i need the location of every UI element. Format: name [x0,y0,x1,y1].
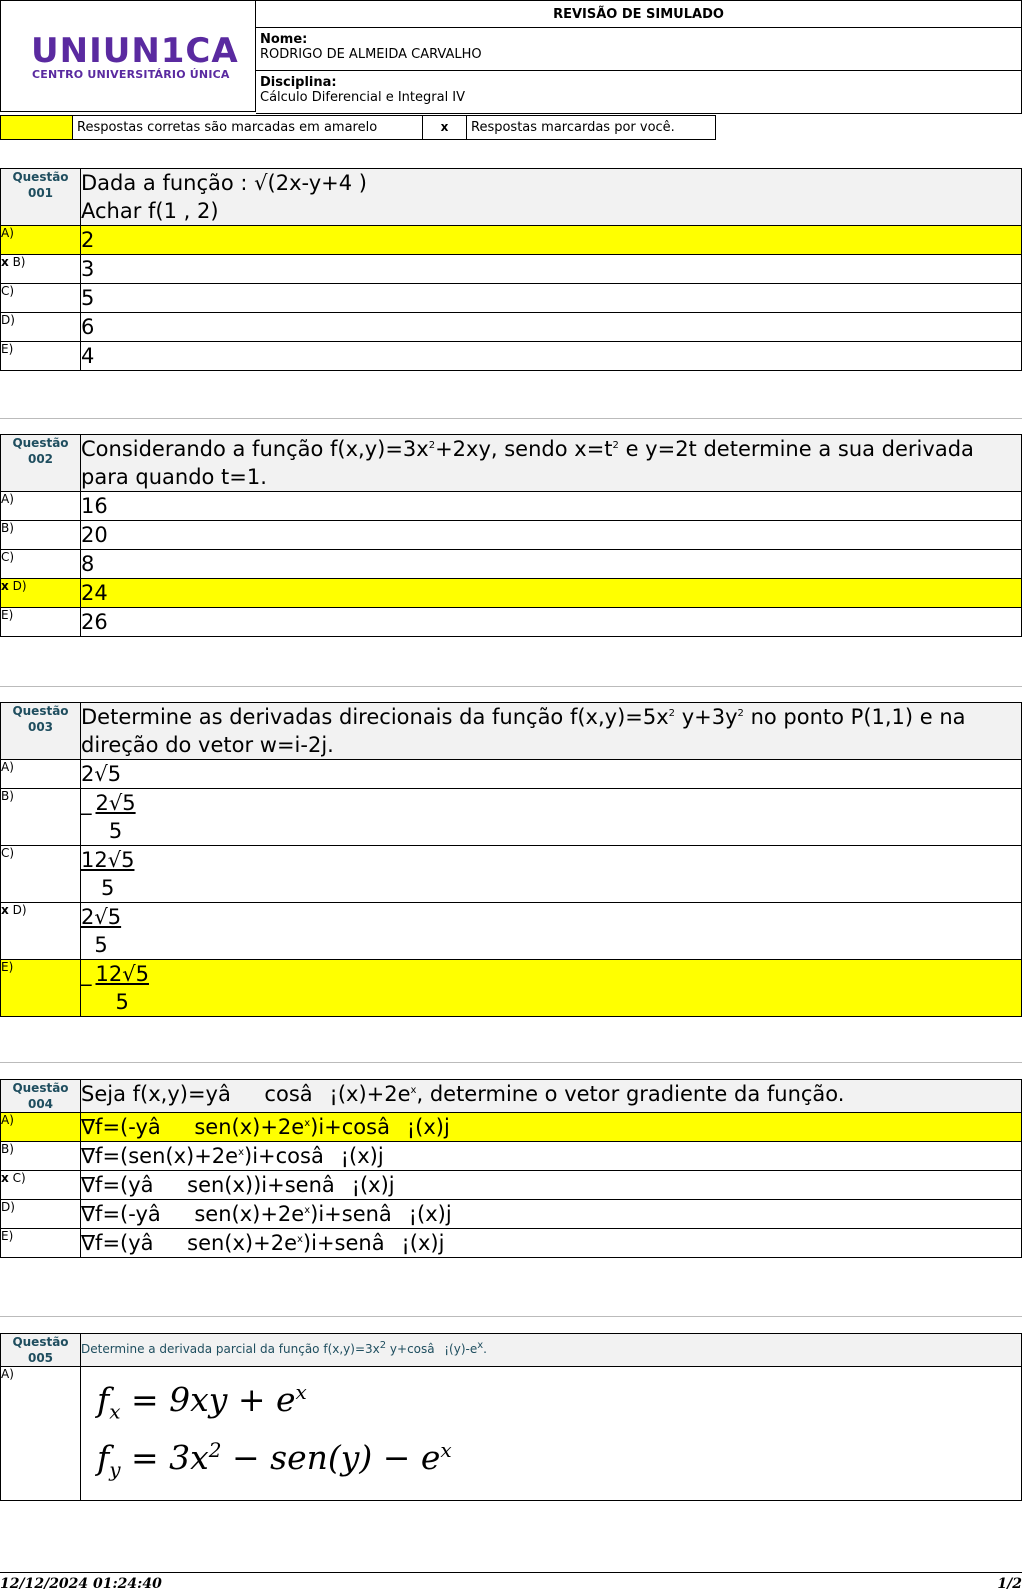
option-letter: E) [1,1229,81,1258]
option-row[interactable] [1,1171,1022,1200]
option-row[interactable] [1,284,1022,313]
option-letter: A) [1,1367,81,1501]
option-formula [81,1367,1022,1501]
question-003 [0,702,1022,1017]
question-number: Questão 005 [1,1334,81,1367]
option-text: 3 [81,255,1022,284]
separator [0,1316,1022,1317]
option-letter: A) [1,760,81,789]
option-text: 4 [81,342,1022,371]
option-letter: C) [1,846,81,903]
separator [0,1062,1022,1063]
option-letter: E) [1,960,81,1017]
option-row[interactable] [1,521,1022,550]
formula-line-2: $f_y = 3x^2 - sen(y) - e^x$ [97,1437,452,1482]
option-text: 2 [81,226,1022,255]
question-001 [0,168,1022,371]
option-text [81,903,1022,960]
minus-sign: _ [81,791,92,815]
option-text: 24 [81,579,1022,608]
option-text: ∇f=(yâsen(x))i+senâ¡(x)j [81,1171,1022,1200]
page-title: REVISÃO DE SIMULADO [256,0,1022,28]
option-letter: C) [1,550,81,579]
legend-marked-text: Respostas marcardas por você. [467,115,716,140]
question-number: Questão 001 [1,169,81,226]
option-letter: A) [1,492,81,521]
option-row[interactable] [1,1200,1022,1229]
option-letter: A) [1,1113,81,1142]
option-text: 2√5 [81,760,1022,789]
option-text: $\nabla f=(sen(x)+2e^x)i+\cos â¡(x)j$ [81,1142,1022,1171]
logo [0,0,256,112]
legend [0,115,716,140]
footer-datetime: 12/12/2024 01:24:40 [0,1576,162,1592]
option-text [81,789,1022,846]
option-row[interactable] [1,550,1022,579]
legend-yellow-swatch [0,115,73,140]
discipline-row [256,71,1022,114]
option-letter: x C) [1,1171,81,1200]
option-row[interactable] [1,789,1022,846]
option-row[interactable] [1,492,1022,521]
option-row[interactable] [1,1142,1022,1171]
option-letter: B) [1,1142,81,1171]
marked-x: x [1,579,9,593]
question-004 [0,1079,1022,1258]
logo-sub-text: CENTRO UNIVERSITÁRIO ÚNICA [32,68,230,81]
option-letter: E) [1,342,81,371]
question-stem: Seja $f(x,y)=yâ\cos â¡(x)+2e^x$, determine o vetor gradiente da função. [81,1080,1022,1113]
option-letter: E) [1,608,81,637]
option-text: 5 [81,284,1022,313]
option-row[interactable] [1,1367,1022,1501]
option-text: $\nabla f=(yâsen(x)+2e^x)i+senâ¡(x)j$ [81,1229,1022,1258]
option-letter: D) [1,1200,81,1229]
question-number: Questão 004 [1,1080,81,1113]
legend-marker: x [423,115,467,140]
formula-line-1: $f_x = 9xy + e^x$ [97,1380,307,1424]
header [0,0,1022,113]
footer [0,1572,1022,1595]
marked-x: x [1,903,9,917]
question-002 [0,434,1022,637]
fraction: $\frac{12√5}{5}$ [81,848,135,900]
option-text: 6 [81,313,1022,342]
option-letter: x D) [1,903,81,960]
option-row[interactable] [1,903,1022,960]
discipline-label: Disciplina: [260,75,337,90]
student-name-row [256,28,1022,71]
question-stem: Determine as derivadas direcionais da função $f(x,y)=5x^2$ $y+3y^2$ no ponto P(1,1) e na direção do vetor w=i-2j. [81,703,1022,760]
question-stem: Considerando a função $f(x,y)=3x^2+2xy$, sendo $x=t^2$ e y=2t determine a sua derivada para quando t=1. [81,435,1022,492]
fraction: $\frac{12√5}{5}$ [95,962,149,1014]
name-label: Nome: [260,32,308,47]
option-letter: x D) [1,579,81,608]
option-row[interactable] [1,255,1022,284]
fraction: $\frac{2√5}{5}$ [81,905,122,957]
option-letter: D) [1,313,81,342]
footer-page-number: 1/2 [997,1576,1022,1592]
marked-x: x [1,1171,9,1185]
fraction: $\frac{2√5}{5}$ [95,791,136,843]
logo-main-text: UNIUN1CA [31,31,239,71]
option-text: 26 [81,608,1022,637]
option-row[interactable] [1,342,1022,371]
option-text: $\nabla f=(-yâsen(x)+2e^x)i+senâ¡(x)j$ [81,1200,1022,1229]
option-letter: B) [1,789,81,846]
option-text [81,846,1022,903]
option-text: 8 [81,550,1022,579]
option-row[interactable] [1,846,1022,903]
option-letter: A) [1,226,81,255]
option-letter: x B) [1,255,81,284]
question-stem: Determine a derivada parcial da função $f(x,y)=3x^2$ $y+\cos â¡(y)-e^x$. [81,1334,1022,1367]
legend-correct-text: Respostas corretas são marcadas em amarelo [73,115,423,140]
option-letter: C) [1,284,81,313]
question-number: Questão 002 [1,435,81,492]
option-row[interactable] [1,960,1022,1017]
separator [0,418,1022,419]
option-row[interactable] [1,579,1022,608]
question-stem: Dada a função : √(2x-y+4 ) Achar f(1 , 2) [81,169,1022,226]
option-letter: B) [1,521,81,550]
option-row[interactable] [1,1113,1022,1142]
option-text: $\nabla f=(-yâsen(x)+2e^x)i+\cos â¡(x)j$ [81,1113,1022,1142]
option-row[interactable] [1,608,1022,637]
discipline-value: Cálculo Diferencial e Integral IV [260,90,466,105]
marked-x: x [1,255,9,269]
option-row[interactable] [1,760,1022,789]
name-value: RODRIGO DE ALMEIDA CARVALHO [260,47,482,62]
separator [0,686,1022,687]
option-text: 16 [81,492,1022,521]
option-row[interactable] [1,1229,1022,1258]
option-text [81,960,1022,1017]
option-row[interactable] [1,226,1022,255]
question-number: Questão 003 [1,703,81,760]
question-005 [0,1333,1022,1501]
option-text: 20 [81,521,1022,550]
minus-sign: _ [81,962,92,986]
option-row[interactable] [1,313,1022,342]
